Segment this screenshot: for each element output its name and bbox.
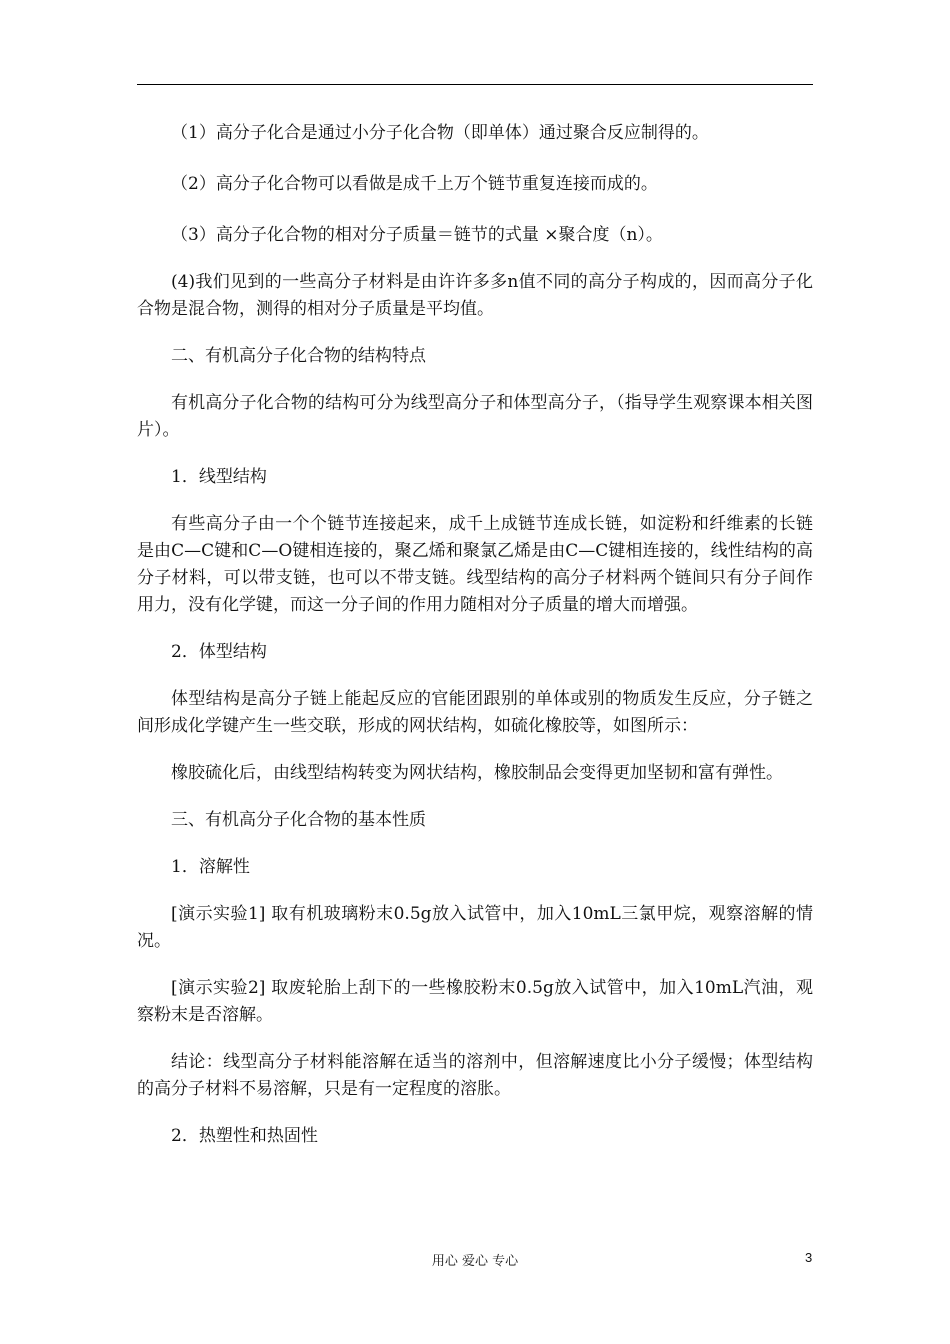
section-heading-2: 二、有机高分子化合物的结构特点 (171, 346, 426, 366)
header-rule (137, 84, 813, 85)
page-number: 3 (805, 1250, 813, 1265)
subheading-network: 2．体型结构 (171, 642, 267, 662)
paragraph-4: (4)我们见到的一些高分子材料是由许许多多n值不同的高分子构成的，因而高分子化合物是混合物，测得的相对分子质量是平均值。 (137, 272, 813, 319)
paragraph-2: （2）高分子化合物可以看做是成千上万个链节重复连接而成的。 (171, 174, 658, 194)
page-body (137, 120, 813, 1150)
paragraph-3: （3）高分子化合物的相对分子质量＝链节的式量 ×聚合度（n）。 (171, 225, 663, 245)
footer-motto: 用心 爱心 专心 (431, 1254, 519, 1269)
paragraph-experiment-1: [演示实验1] 取有机玻璃粉末0.5g放入试管中，加入10mL三氯甲烷，观察溶解的情况。 (137, 904, 813, 951)
section-heading-3: 三、有机高分子化合物的基本性质 (171, 810, 426, 830)
paragraph-linear: 有些高分子由一个个链节连接起来，成千上成链节连成长链，如淀粉和纤维素的长链是由C—C键和C—O键相连接的，聚乙烯和聚氯乙烯是由C—C键相连接的，线性结构的高分子材料，可以带支链，也可以不带支链。线型结构的高分子材料两个链间只有分子间作用力，没有化学键，而这一分子间的作用力随相对分子质量的增大而增强。 (137, 514, 813, 615)
paragraph-network: 体型结构是高分子链上能起反应的官能团跟别的单体或别的物质发生反应，分子链之间形成化学键产生一些交联，形成的网状结构，如硫化橡胶等，如图所示： (137, 689, 813, 736)
subheading-thermal: 2．热塑性和热固性 (171, 1126, 318, 1146)
paragraph-conclusion: 结论：线型高分子材料能溶解在适当的溶剂中，但溶解速度比小分子缓慢；体型结构的高分子材料不易溶解，只是有一定程度的溶胀。 (137, 1052, 813, 1099)
paragraph-1: （1）高分子化合是通过小分子化合物（即单体）通过聚合反应制得的。 (171, 123, 709, 143)
paragraph-structure-intro: 有机高分子化合物的结构可分为线型高分子和体型高分子，（指导学生观察课本相关图片）。 (137, 393, 813, 440)
paragraph-vulcanization: 橡胶硫化后，由线型结构转变为网状结构，橡胶制品会变得更加坚韧和富有弹性。 (171, 763, 783, 783)
subheading-linear: 1．线型结构 (171, 467, 267, 487)
paragraph-experiment-2: [演示实验2] 取废轮胎上刮下的一些橡胶粉末0.5g放入试管中，加入10mL汽油，观察粉末是否溶解。 (137, 978, 813, 1025)
subheading-solubility: 1．溶解性 (171, 857, 250, 877)
